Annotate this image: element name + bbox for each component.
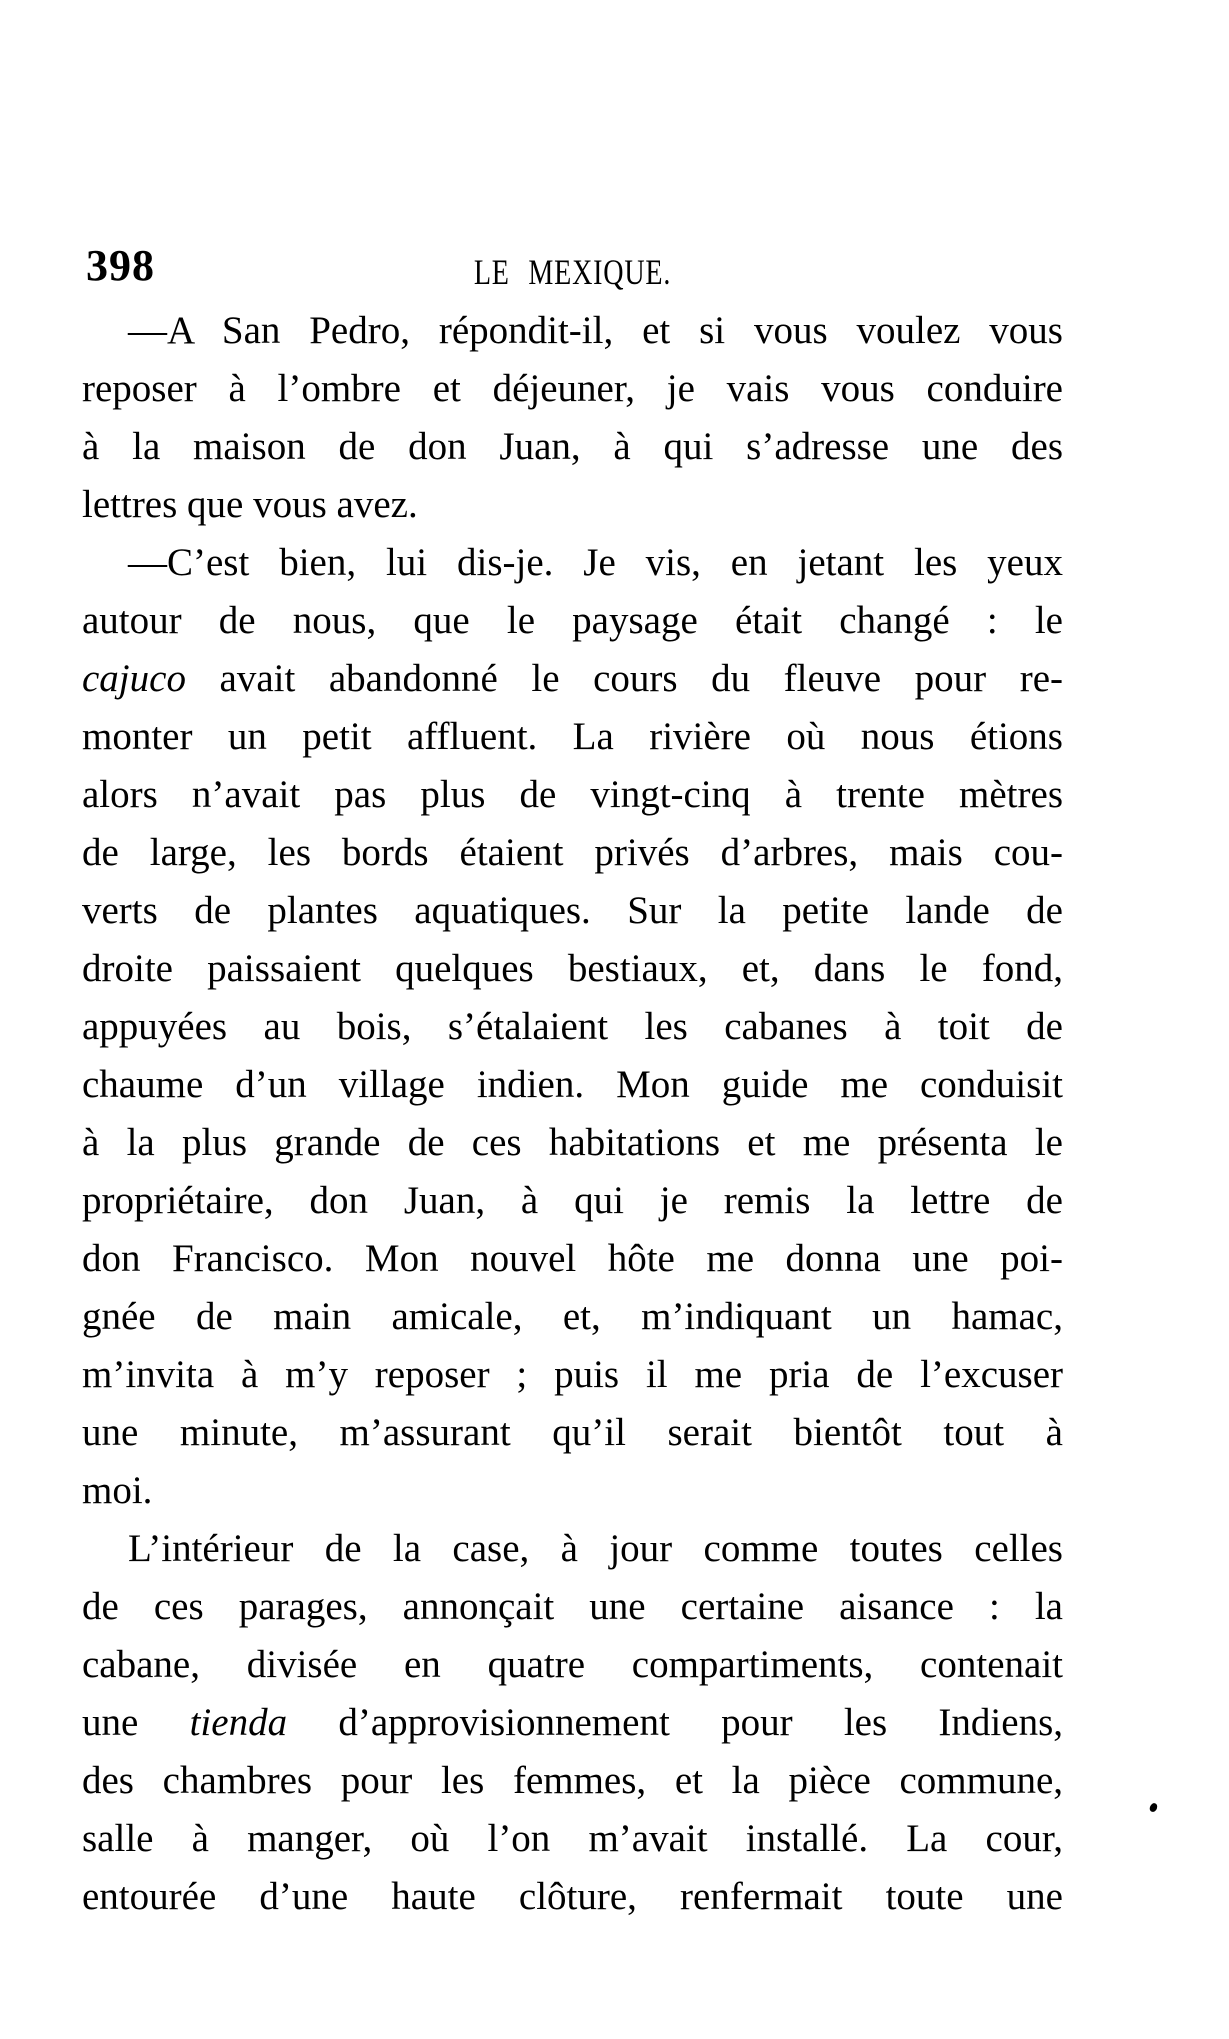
text-line [82,476,1063,534]
text-line [82,1230,1063,1288]
text-line [82,1114,1063,1172]
italic-word: tienda [189,1701,288,1744]
text-line [82,1520,1063,1578]
text-line [82,592,1063,650]
running-header-text: LE MEXIQUE. [473,252,672,292]
text-segment: autour de nous, que le paysage était changé : le [82,599,1063,642]
text-segment: entourée d’une haute clôture, renfermait toute une [82,1875,1063,1918]
text-line [82,1694,1063,1752]
text-segment: d’approvisionnement pour les Indiens, [287,1701,1063,1744]
text-line [82,940,1063,998]
text-line [82,534,1063,592]
ink-speck [1149,1802,1158,1813]
text-segment: monter un petit affluent. La rivière où nous étions [82,715,1063,758]
text-segment: chaume d’un village indien. Mon guide me conduisit [82,1063,1063,1106]
text-segment: appuyées au bois, s’étalaient les cabanes à toit de [82,1005,1063,1048]
text-line [82,1462,1063,1520]
running-header [82,254,1063,290]
text-line [82,766,1063,824]
text-line [82,1056,1063,1114]
text-line [82,1636,1063,1694]
text-segment: alors n’avait pas plus de vingt-cinq à trente mètres [82,773,1063,816]
text-line [82,1868,1063,1926]
text-block [82,302,1063,1926]
text-segment: de ces parages, annonçait une certaine aisance : la [82,1585,1063,1628]
page-number: 398 [86,241,155,290]
text-segment: à la plus grande de ces habitations et me présenta le [82,1121,1063,1164]
text-segment: des chambres pour les femmes, et la pièce commune, [82,1759,1063,1802]
text-line [82,360,1063,418]
text-line [82,824,1063,882]
text-segment: avait abandonné le cours du fleuve pour re- [185,657,1063,700]
text-segment: cabane, divisée en quatre compartiments, contenait [82,1643,1063,1686]
text-line [82,1346,1063,1404]
text-segment: propriétaire, don Juan, à qui je remis la lettre de [82,1179,1063,1222]
text-segment: —A San Pedro, répondit-il, et si vous voulez vous [128,309,1063,352]
text-line [82,1172,1063,1230]
text-line [82,650,1063,708]
italic-word: cajuco [82,657,186,700]
text-segment: m’invita à m’y reposer ; puis il me pria de l’excuser [82,1353,1063,1396]
text-line [82,1578,1063,1636]
text-segment: don Francisco. Mon nouvel hôte me donna une poi- [82,1237,1063,1280]
text-segment: salle à manger, où l’on m’avait installé. La cour, [82,1817,1063,1860]
text-segment: gnée de main amicale, et, m’indiquant un hamac, [82,1295,1063,1338]
text-segment: —C’est bien, lui dis-je. Je vis, en jetant les yeux [128,541,1063,584]
text-line [82,302,1063,360]
text-line [82,998,1063,1056]
text-segment: lettres que vous avez. [82,483,418,526]
text-line [82,1810,1063,1868]
text-segment: verts de plantes aquatiques. Sur la petite lande de [82,889,1063,932]
text-segment: L’intérieur de la case, à jour comme toutes celles [128,1527,1063,1570]
text-segment: à la maison de don Juan, à qui s’adresse une des [82,425,1063,468]
text-line [82,882,1063,940]
text-segment: reposer à l’ombre et déjeuner, je vais vous conduire [82,367,1063,410]
text-line [82,1288,1063,1346]
text-segment: une minute, m’assurant qu’il serait bientôt tout à [82,1411,1063,1454]
text-segment: moi. [82,1469,153,1512]
text-segment: droite paissaient quelques bestiaux, et, dans le fond, [82,947,1063,990]
text-segment: une [82,1701,190,1744]
text-line [82,1752,1063,1810]
text-segment: de large, les bords étaient privés d’arbres, mais cou- [82,831,1063,874]
text-line [82,708,1063,766]
text-line [82,418,1063,476]
text-line [82,1404,1063,1462]
